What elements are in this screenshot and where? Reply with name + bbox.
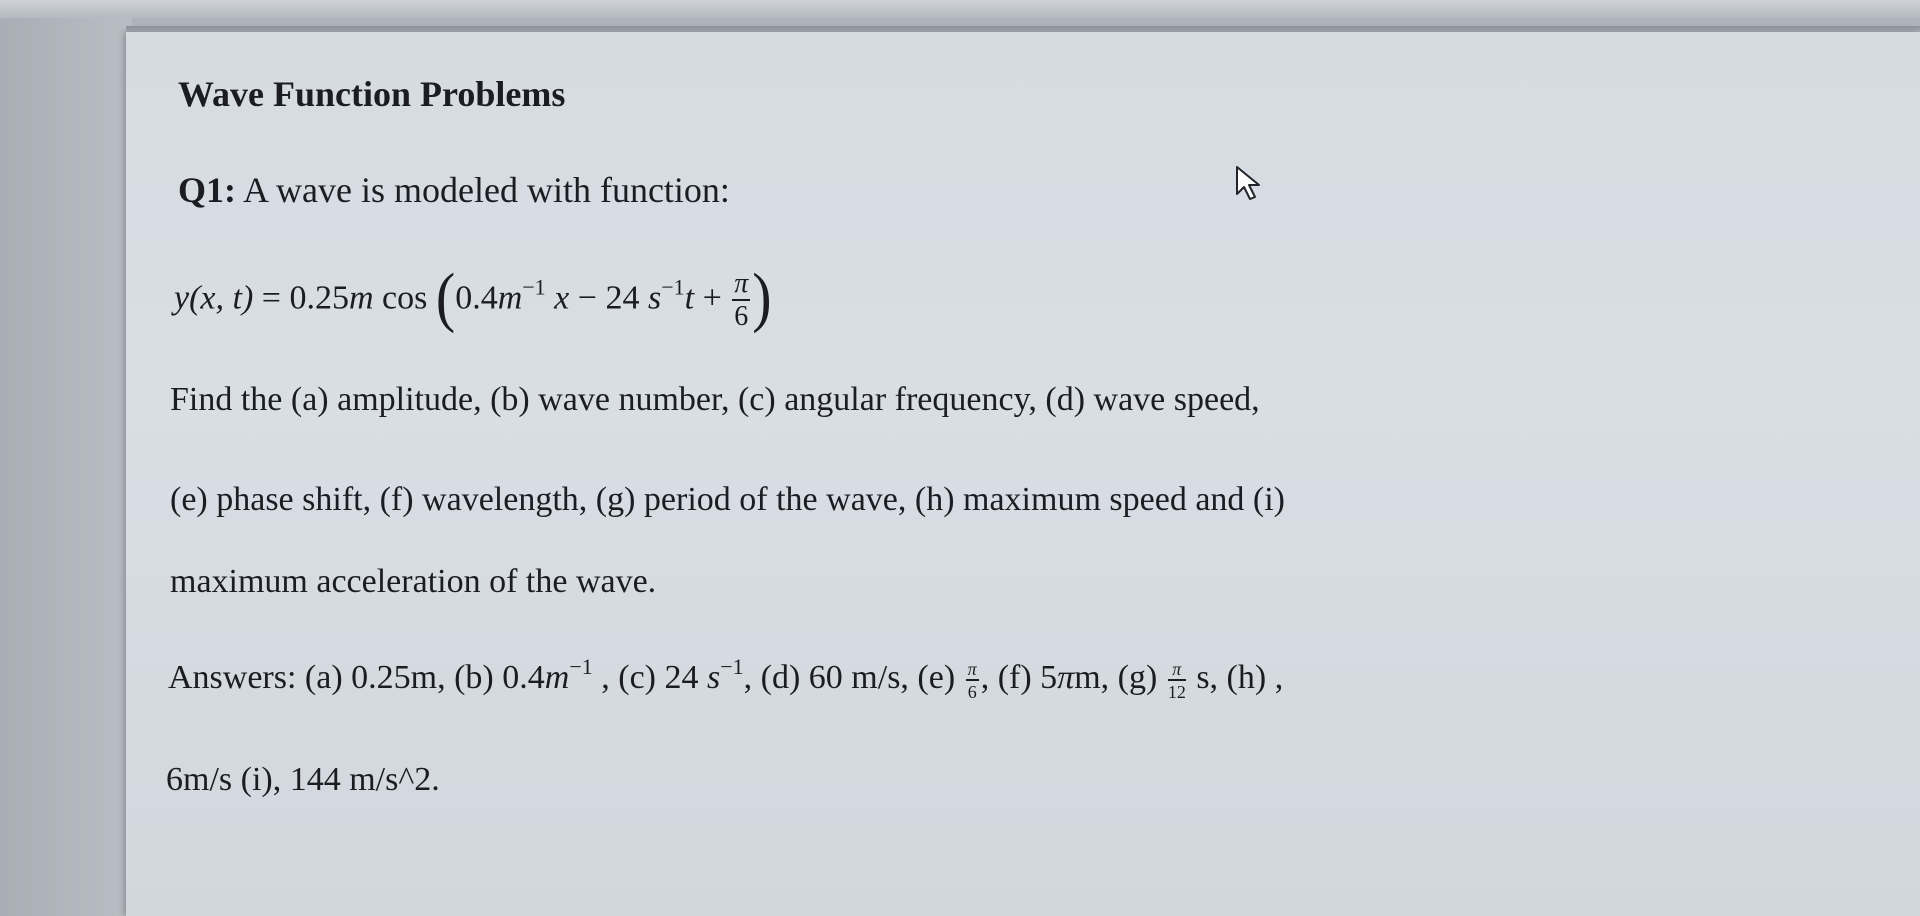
answers-prefix: Answers: (a) 0.25m, (b) 0.4 (168, 659, 545, 696)
formula-amplitude: = 0.25 (253, 279, 349, 317)
question-text-line-2: (e) phase shift, (f) wavelength, (g) period of the wave, (h) maximum speed and (i) (170, 481, 1285, 518)
formula-s-exp: −1 (661, 274, 685, 300)
answer-f-pi: π (1057, 659, 1075, 696)
formula-plus: + (694, 279, 731, 317)
answer-c-text: , (c) 24 (592, 659, 707, 696)
mouse-pointer-icon (1234, 164, 1274, 204)
formula-x: x (545, 279, 570, 317)
answers-line-2: 6m/s (i), 144 m/s^2. (166, 761, 440, 798)
formula-cos: cos (373, 279, 436, 317)
left-margin (0, 18, 132, 916)
question-1-heading (178, 170, 730, 210)
answer-e-fraction (966, 660, 979, 701)
answer-c-exp: −1 (720, 654, 744, 679)
formula-s: s (647, 279, 662, 317)
formula-amplitude-unit: m (348, 279, 374, 317)
formula-args: (x, t) (189, 279, 254, 317)
answer-e-num: π (967, 658, 977, 679)
formula-y: y (174, 279, 190, 317)
formula-close-paren: ) (752, 259, 772, 335)
answer-b-exp: −1 (569, 654, 593, 679)
answer-c-unit: s (707, 659, 721, 696)
question-1-label: Q1: (178, 170, 236, 210)
answer-g-unit: s, (h) , (1187, 659, 1284, 696)
formula-wave-number-exp: −1 (522, 274, 546, 300)
question-text-line-1: Find the (a) amplitude, (b) wave number, (c) angular frequency, (d) wave speed, (170, 381, 1260, 418)
answer-b-unit: m (544, 659, 570, 696)
answer-g-den: 12 (1167, 681, 1186, 702)
formula-open-paren: ( (435, 259, 456, 335)
question-text-line-3: maximum acceleration of the wave. (170, 563, 657, 600)
formula-phase-fraction (732, 270, 750, 331)
answer-g-num: π (1168, 660, 1186, 681)
answer-f-text: , (f) 5 (980, 659, 1058, 696)
wave-function-formula (174, 259, 772, 335)
formula-wave-number: 0.4 (455, 279, 498, 317)
answer-f-unit: m, (g) (1074, 659, 1166, 696)
answer-g-fraction (1168, 660, 1186, 701)
answer-e-den: 6 (967, 681, 977, 702)
answers-line-1 (168, 654, 1284, 702)
question-1-text: A wave is modeled with function: (243, 170, 730, 210)
answer-d-text: , (d) 60 m/s, (e) (743, 659, 964, 696)
formula-angular-freq: − 24 (569, 279, 648, 317)
formula-t: t (684, 279, 695, 317)
formula-phase-den: 6 (734, 301, 749, 332)
document-title: Wave Function Problems (178, 74, 566, 114)
screen-top-strip (0, 0, 1920, 18)
formula-wave-number-unit: m (497, 279, 523, 317)
formula-phase-num: π (734, 268, 749, 299)
